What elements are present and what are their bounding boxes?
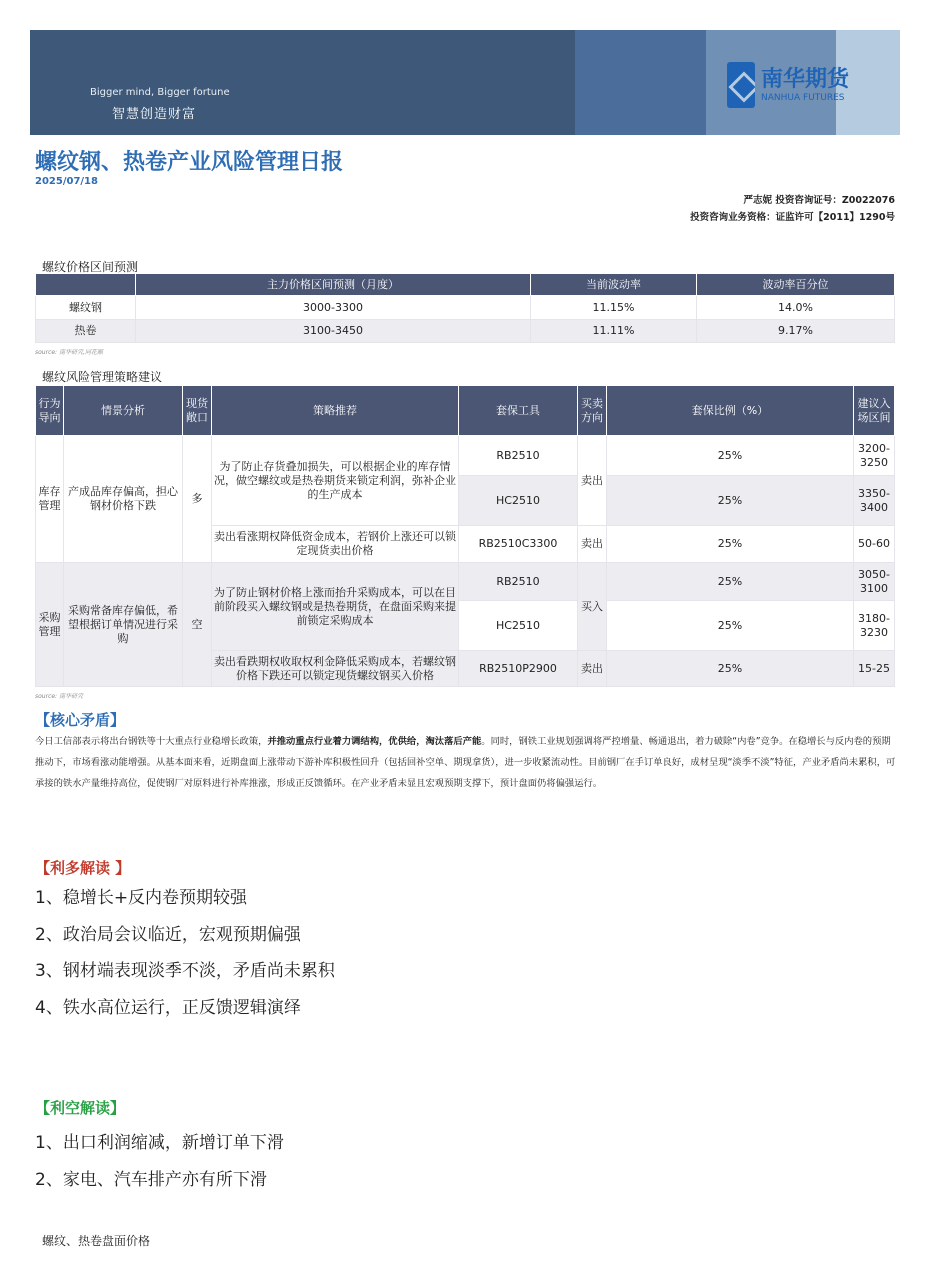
page-title: 螺纹钢、热卷产业风险管理日报 — [35, 150, 344, 175]
company-logo — [727, 62, 849, 108]
cell: 热卷 — [36, 320, 136, 343]
column-header: 策略推荐 — [212, 386, 459, 436]
ratio-cell: 25% — [607, 436, 854, 476]
range-cell: 3050-3100 — [854, 563, 895, 601]
core-text: 今日工信部表示将出台钢铁等十大重点行业稳增长政策， — [35, 736, 268, 747]
analyst-credential: 严志妮 投资咨询证号：Z0022076 — [743, 195, 895, 206]
direction-cell: 买入 — [578, 563, 607, 651]
strategy-cell: 为了防止钢材价格上涨而抬升采购成本，可以在目前阶段买入螺纹钢或是热卷期货，在盘面采购来提前锁定采购成本 — [212, 563, 459, 651]
range-cell: 15-25 — [854, 651, 895, 687]
list-item: 2、政治局会议临近，宏观预期偏强 — [35, 924, 301, 945]
report-date: 2025/07/18 — [35, 176, 98, 187]
tool-cell: RB2510C3300 — [459, 526, 578, 563]
column-header: 买卖方向 — [578, 386, 607, 436]
tool-cell: HC2510 — [459, 601, 578, 651]
strategy-cell: 卖出看跌期权收取权利金降低采购成本，若螺纹钢价格下跌还可以锁定现货螺纹钢买入价格 — [212, 651, 459, 687]
tool-cell: HC2510 — [459, 476, 578, 526]
core-title: 【核心矛盾】 — [35, 711, 126, 729]
strategy-table — [35, 385, 895, 687]
ratio-cell: 25% — [607, 563, 854, 601]
tool-cell: RB2510P2900 — [459, 651, 578, 687]
column-header: 波动率百分位 — [697, 274, 895, 296]
column-header: 现货敞口 — [183, 386, 212, 436]
table-row — [36, 320, 895, 343]
list-item: 3、钢材端表现淡季不淡，矛盾尚未累积 — [35, 961, 335, 981]
strategy-cell: 卖出看涨期权降低资金成本，若钢价上涨还可以锁定现货卖出价格 — [212, 526, 459, 563]
logo-mark-icon — [727, 62, 755, 108]
ratio-cell: 25% — [607, 476, 854, 526]
slogan-en: Bigger mind, Bigger fortune — [90, 87, 230, 98]
scenario-cell: 采购常备库存偏低，希望根据订单情况进行采购 — [64, 563, 183, 687]
bullish-title: 【利多解读 】 — [35, 859, 131, 877]
bullish-list — [35, 880, 335, 1026]
table-row — [36, 296, 895, 320]
column-header: 套保工具 — [459, 386, 578, 436]
strategy-table-label: 螺纹风险管理策略建议 — [42, 370, 163, 384]
price-table-label: 螺纹价格区间预测 — [42, 260, 139, 274]
cell: 3000-3300 — [136, 296, 531, 320]
column-header: 建议入场区间 — [854, 386, 895, 436]
cell: 11.15% — [531, 296, 697, 320]
slogan-cn: 智慧创造财富 — [112, 107, 197, 122]
exposure-cell: 空 — [183, 563, 212, 687]
core-text-bold: 并推动重点行业着力调结构，优供给，淘汰落后产能 — [267, 736, 482, 747]
column-header: 套保比例（%） — [607, 386, 854, 436]
column-header: 情景分析 — [64, 386, 183, 436]
ratio-cell: 25% — [607, 651, 854, 687]
tool-cell: RB2510 — [459, 436, 578, 476]
cell: 9.17% — [697, 320, 895, 343]
behavior-cell: 采购管理 — [36, 563, 64, 687]
cell: 3100-3450 — [136, 320, 531, 343]
license-credential: 投资咨询业务资格：证监许可【2011】1290号 — [690, 212, 895, 223]
core-paragraph — [35, 731, 897, 794]
behavior-cell: 库存管理 — [36, 436, 64, 563]
cell: 14.0% — [697, 296, 895, 320]
direction-cell: 卖出 — [578, 651, 607, 687]
exposure-cell: 多 — [183, 436, 212, 563]
direction-cell: 卖出 — [578, 526, 607, 563]
logo-cn: 南华期货 — [761, 67, 850, 92]
source-note: source: 南华研究,同花顺 — [35, 349, 103, 356]
source-note: source: 南华研究 — [35, 693, 83, 700]
table-row — [36, 563, 895, 601]
scenario-cell: 产成品库存偏高，担心钢材价格下跌 — [64, 436, 183, 563]
tool-cell: RB2510 — [459, 563, 578, 601]
range-cell: 3350-3400 — [854, 476, 895, 526]
table-row — [36, 436, 895, 476]
table-header-row — [36, 274, 895, 296]
strategy-cell: 为了防止存货叠加损失，可以根据企业的库存情况，做空螺纹或是热卷期货来锁定利润，弥补企业的生产成本 — [212, 436, 459, 526]
cell: 螺纹钢 — [36, 296, 136, 320]
cell: 11.11% — [531, 320, 697, 343]
logo-en: NANHUA FUTURES — [761, 93, 845, 103]
column-header: 当前波动率 — [531, 274, 697, 296]
bearish-title: 【利空解读】 — [35, 1099, 126, 1117]
list-item: 1、出口利润缩减，新增订单下滑 — [35, 1133, 284, 1153]
list-item: 2、家电、汽车排产亦有所下滑 — [35, 1169, 267, 1190]
range-cell: 3200-3250 — [854, 436, 895, 476]
list-item: 4、铁水高位运行，正反馈逻辑演绎 — [35, 997, 301, 1018]
price-forecast-table — [35, 273, 895, 343]
ratio-cell: 25% — [607, 601, 854, 651]
direction-cell: 卖出 — [578, 436, 607, 526]
bearish-list — [35, 1125, 284, 1198]
range-cell: 3180-3230 — [854, 601, 895, 651]
column-header: 主力价格区间预测（月度） — [136, 274, 531, 296]
column-header — [36, 274, 136, 296]
list-item: 1、稳增长+反内卷预期较强 — [35, 888, 248, 908]
core-text: 。同时，钢铁工业规划强调将严控增量、畅通退出，着力破除“内卷”竞争。在稳增长与反内卷的预期推动下，市场看涨动能增强。从基本面来看，近期盘面上涨带动下游补库积极性回升（包括回补空单、期现拿货），进一步收紧流动性。目前钢厂在手订单良好，成材呈现“淡季不淡”特征，产业矛盾尚未累积，可承接的铁水产量维持高位，促使钢厂对原料进行补库推涨，形成正反馈循环。在产业矛盾未显且宏观预期支撑下，预计盘面仍将偏强运行。 — [35, 736, 896, 789]
ratio-cell: 25% — [607, 526, 854, 563]
range-cell: 50-60 — [854, 526, 895, 563]
column-header: 行为导向 — [36, 386, 64, 436]
chart-section-label: 螺纹、热卷盘面价格 — [42, 1234, 151, 1248]
table-header-row — [36, 386, 895, 436]
